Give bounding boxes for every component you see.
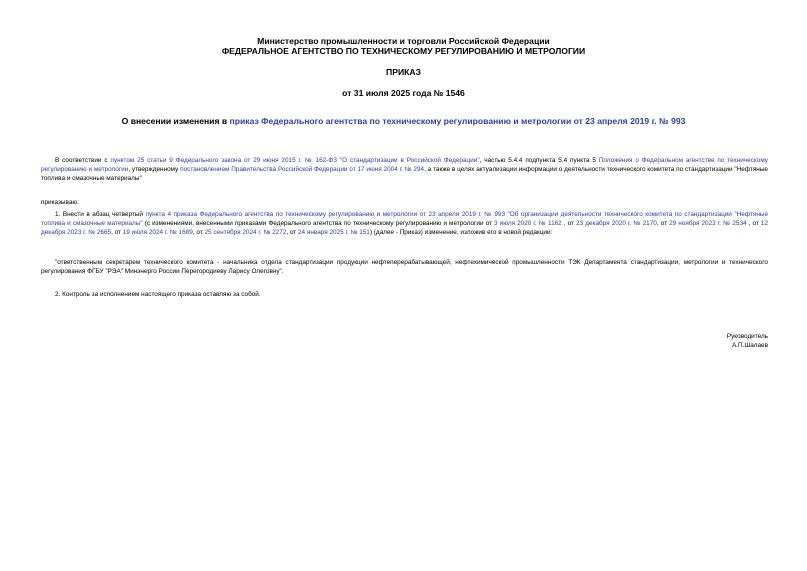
link-amendment-1162[interactable]: 3 июля 2020 г. № 1162 xyxy=(494,220,562,227)
link-amendment-2534[interactable]: 29 ноября 2023 г. № 2534 xyxy=(669,220,747,227)
signature-name: А.П.Шалаев xyxy=(731,342,768,349)
item1-text-6: , от xyxy=(111,229,123,236)
document-type: ПРИКАЗ xyxy=(386,67,421,77)
preamble-text-1: В соответствии с xyxy=(55,157,111,164)
item1-text-3: , от xyxy=(561,220,577,227)
item1-text-4: , от xyxy=(656,220,670,227)
document-title xyxy=(0,116,807,126)
item1-text-9: ) (далее - Приказ) изменение, изложив его в новой редакции: xyxy=(369,229,553,236)
document-date-number: от 31 июля 2025 года № 1546 xyxy=(342,88,465,98)
quoted-new-wording: "ответственным секретарем технического комитета - начальника отдела стандартизации продукции нефтеперерабатывающей, нефтехимической промышленности ТЭК Департамента стандартизации, метрологии и технического регулирования ФГБУ "РЭА" Минэнерго России Перегородиеву Ларису Олеговну". xyxy=(41,259,768,275)
link-order-993-point-4[interactable]: пункта 4 приказа Федерального агентства по техническому регулированию и метрологии от 23 апреля 2019 г. № 993 "Об организации деятельности технического комитета по стандартизации "Нефтяные топлива и смазочные материалы" xyxy=(41,211,768,227)
item1-text-5: , от xyxy=(746,220,761,227)
link-federal-law-162fz[interactable]: пунктом 25 статьи 9 Федерального закона от 29 июня 2015 г. № 162-ФЗ "О стандартизации в Российской Федерации" xyxy=(110,157,480,164)
link-government-decree-294[interactable]: постановлением Правительства Российской Федерации от 17 июня 2004 г. № 294 xyxy=(180,166,425,173)
link-amendment-151[interactable]: 24 января 2025 г. № 151 xyxy=(298,229,370,236)
link-amendment-1689[interactable]: 19 июля 2024 г. № 1689 xyxy=(122,229,193,236)
item1-text-1: 1. Внести в абзац четвертый xyxy=(55,211,146,218)
preamble-text-2: , частью 5.4.4 подпункта 5.4 пункта 5 xyxy=(479,157,599,164)
link-amendment-2665[interactable]: 12 декабря 2023 г. № 2665 xyxy=(41,220,769,236)
item-1-paragraph xyxy=(41,210,768,237)
preamble-paragraph xyxy=(41,156,768,183)
order-word: приказываю: xyxy=(41,199,79,206)
title-link-order-993[interactable]: приказ Федерального агентства по техническому регулированию и метрологии от 23 апреля 2019 г. № 993 xyxy=(229,116,686,126)
link-amendment-2170[interactable]: 23 декабря 2020 г. № 2170 xyxy=(576,220,657,227)
title-prefix: О внесении изменения в xyxy=(121,116,230,126)
item1-text-7: , от xyxy=(192,229,205,236)
item-2-paragraph: 2. Контроль за исполнением настоящего приказа оставляю за собой. xyxy=(55,291,261,298)
ministry-name: Министерство промышленности и торговли Российской Федерации xyxy=(257,36,550,46)
agency-name: ФЕДЕРАЛЬНОЕ АГЕНТСТВО ПО ТЕХНИЧЕСКОМУ РЕГУЛИРОВАНИЮ И МЕТРОЛОГИИ xyxy=(221,46,586,56)
preamble-text-4: , а также в целях актуализации информации о деятельности технического комитета по стандартизации "Нефтяные топлива и смазочные материалы" xyxy=(41,166,768,182)
item1-text-8: , от xyxy=(286,229,298,236)
preamble-text-3: , утвержденному xyxy=(128,166,181,173)
link-agency-regulation[interactable]: Положения о Федеральном агентстве по техническому регулированию и метрологии xyxy=(41,157,769,173)
link-amendment-2272[interactable]: 25 сентября 2024 г. № 2272 xyxy=(204,229,287,236)
signature-role: Руководитель xyxy=(726,333,768,340)
item1-text-2: (с изменениями, внесенными приказами Федерального агентства по техническому регулированию и метрологии от xyxy=(142,220,494,227)
